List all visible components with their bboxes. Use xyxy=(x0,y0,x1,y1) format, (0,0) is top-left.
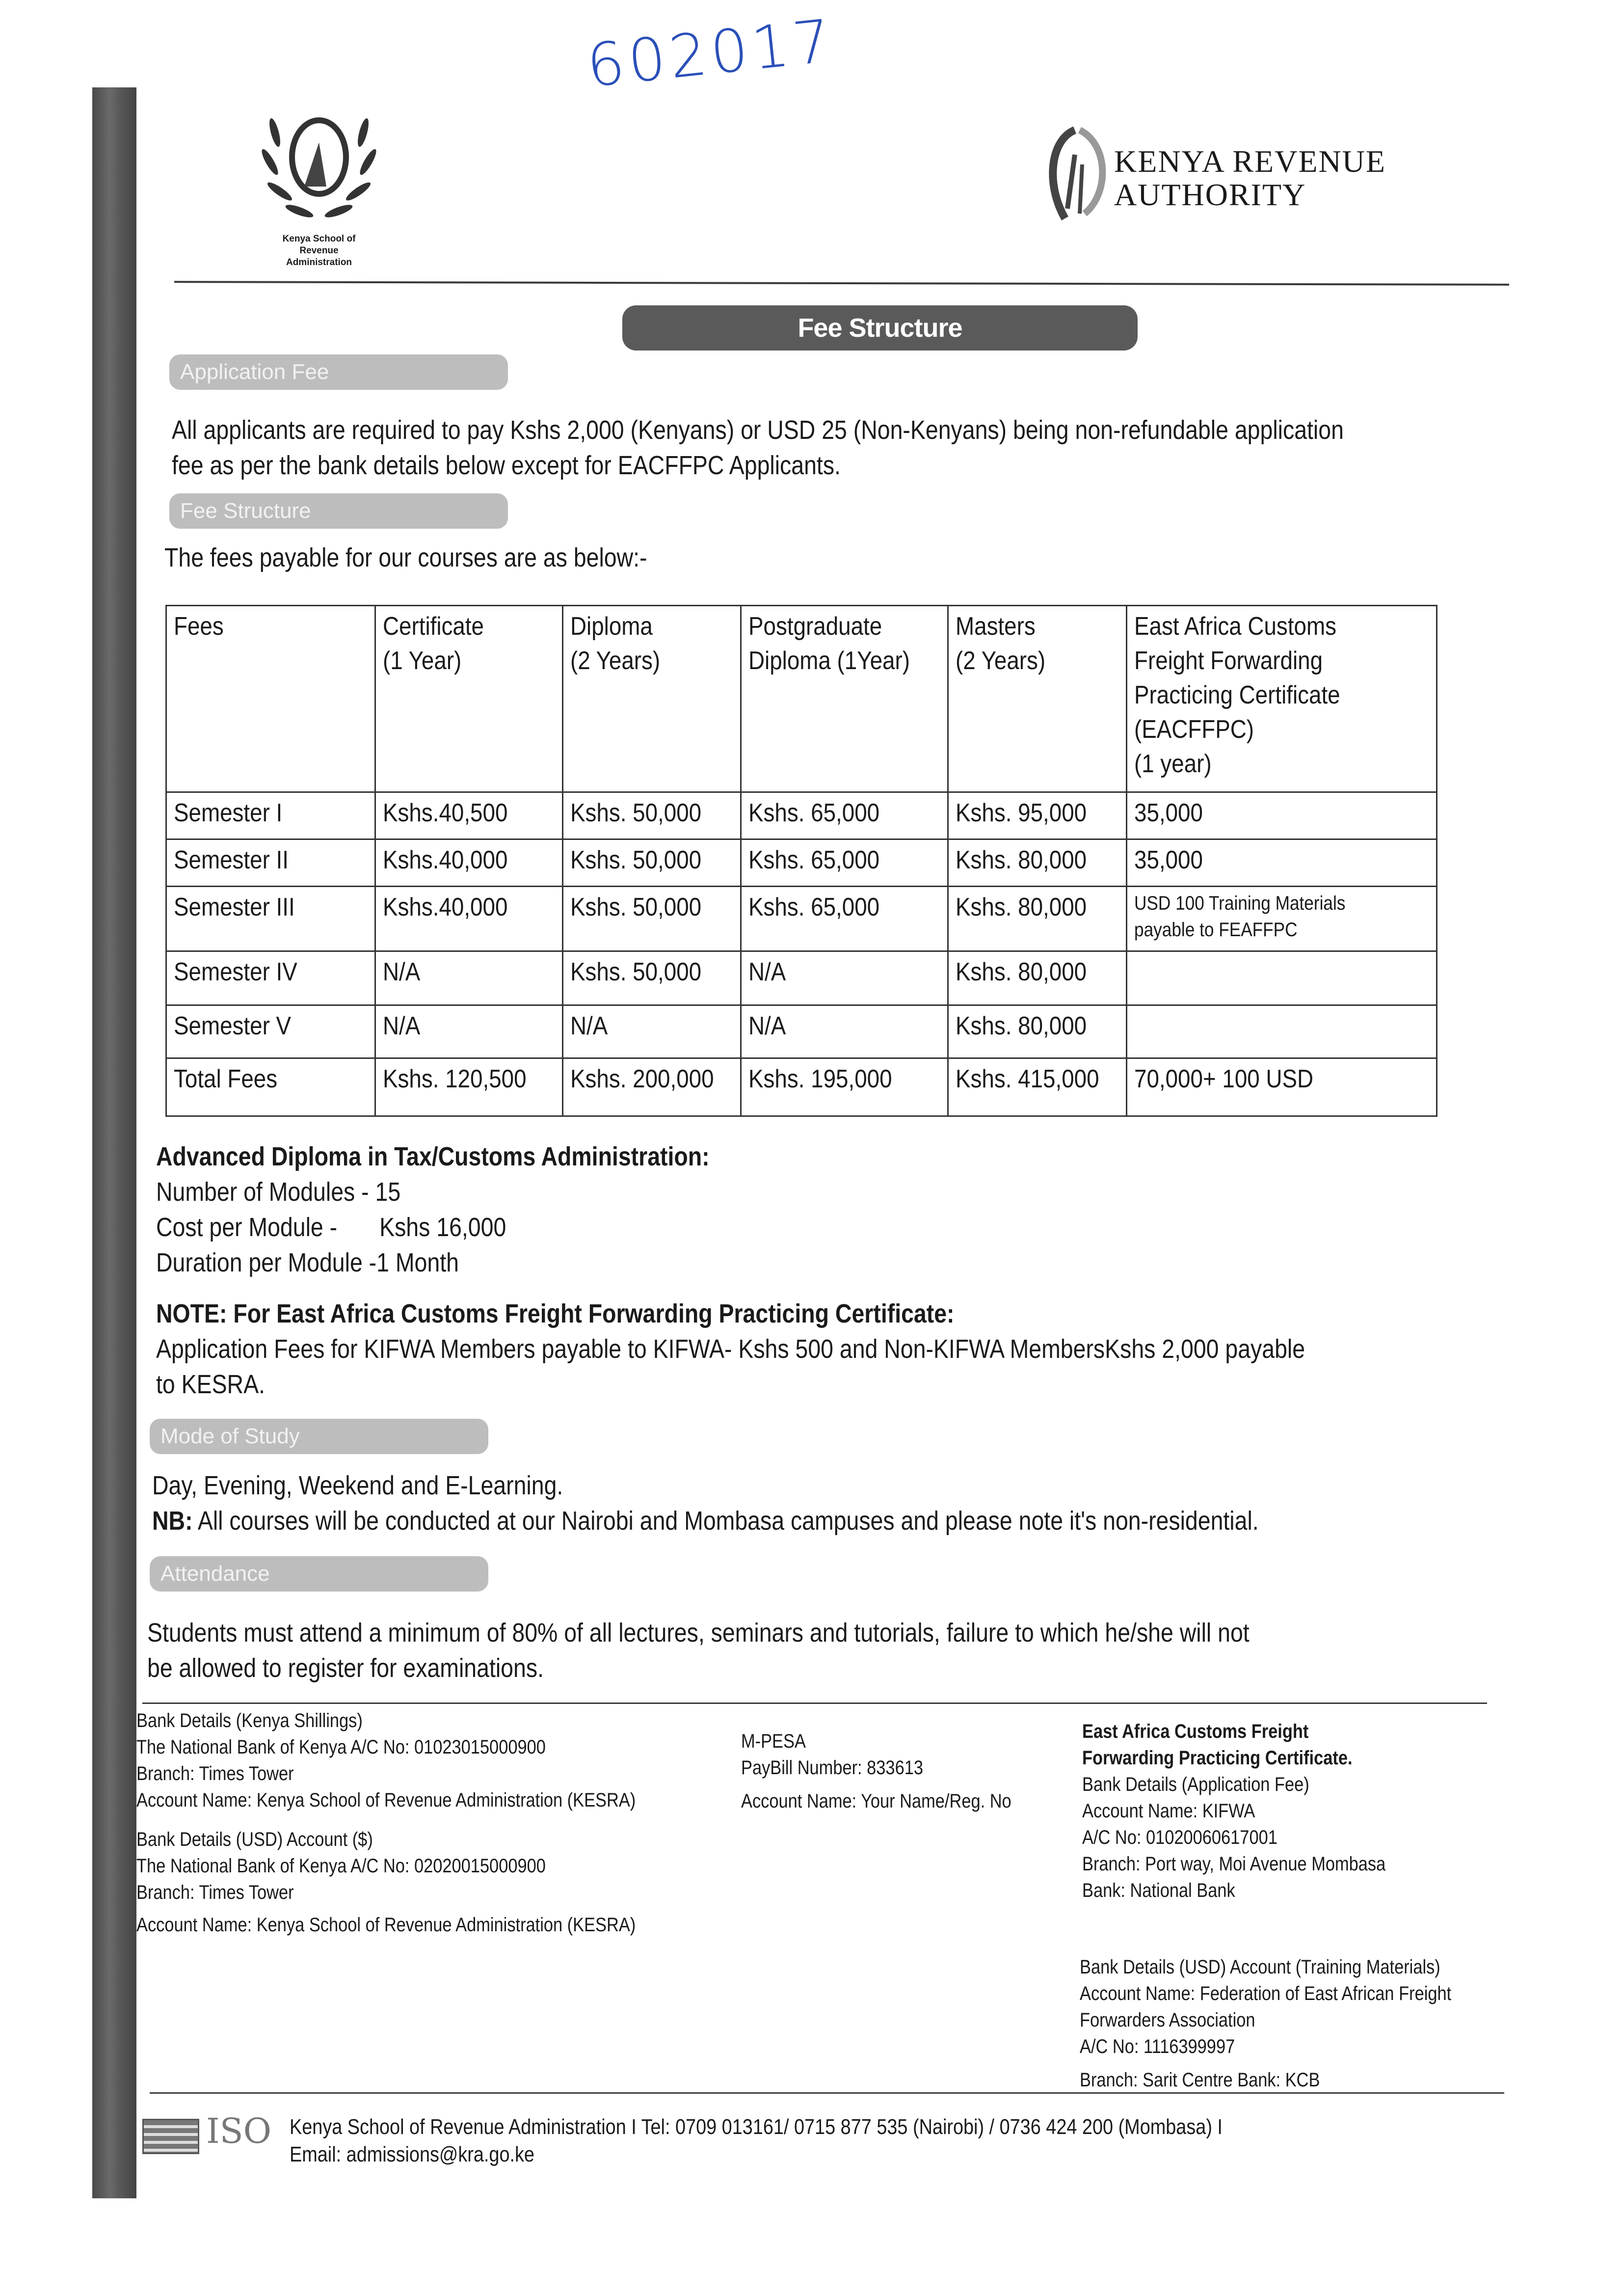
column-header-fees: Fees xyxy=(166,606,375,792)
kesra-logo-caption: Kenya School of Revenue Administration xyxy=(282,234,356,268)
iso-logo-text: ISO xyxy=(206,2111,271,2151)
bank-details-kes: Bank Details (Kenya Shillings) The National Bank of Kenya A/C No: 01023015000900 Branch: Times Tower Account Name: Kenya School of Revenue Administration (KESRA) xyxy=(136,1710,636,1811)
section-heading-application-fee: Application Fee xyxy=(169,354,508,390)
kra-wordmark: KENYA REVENUE AUTHORITY xyxy=(1114,144,1386,212)
fee-table xyxy=(165,605,1437,1117)
table-row: Semester V N/A N/A N/A Kshs. 80,000 xyxy=(166,1005,1437,1058)
eacffpc-training-materials-note: USD 100 Training Materials payable to FEAFFPC xyxy=(1126,887,1437,951)
mode-of-study-text: Day, Evening, Weekend and E-Learning. NB: All courses will be conducted at our Nairobi and Mombasa campuses and please note it's non-residential. xyxy=(152,1471,1259,1536)
handwritten-note: 602017 xyxy=(584,6,838,101)
table-row: Semester IV N/A Kshs. 50,000 N/A Kshs. 80,000 xyxy=(166,951,1437,1005)
column-header-postgraduate: Postgraduate Diploma (1Year) xyxy=(741,606,948,792)
table-row: Semester III Kshs.40,000 Kshs. 50,000 Kshs. 65,000 Kshs. 80,000 USD 100 Training Materials payable to FEAFFPC xyxy=(166,887,1437,951)
page-title: Fee Structure xyxy=(622,305,1138,351)
fee-structure-intro: The fees payable for our courses are as below:- xyxy=(164,543,647,572)
bank-divider xyxy=(142,1702,1487,1704)
laurel-lion-emblem-icon xyxy=(245,113,393,231)
eacffpc-bank-details: East Africa Customs Freight Forwarding Practicing Certificate. Bank Details (Application Fee) Account Name: KIFWA A/C No: 01020060617001 Branch: Port way, Moi Avenue Mombasa Bank: National Bank xyxy=(1082,1721,1386,1901)
eacffpc-note-heading: NOTE: For East Africa Customs Freight Forwarding Practicing Certificate: xyxy=(156,1299,955,1328)
application-fee-text: All applicants are required to pay Kshs 2,000 (Kenyans) or USD 25 (Non-Kenyans) being non-refundable application fee as per the bank details below except for EACFFPC Applicants. xyxy=(172,415,1344,480)
table-row-total: Total Fees Kshs. 120,500 Kshs. 200,000 Kshs. 195,000 Kshs. 415,000 70,000+ 100 USD xyxy=(166,1058,1437,1116)
number-of-modules: Number of Modules - 15 xyxy=(156,1177,401,1207)
column-header-certificate: Certificate (1 Year) xyxy=(375,606,562,792)
section-heading-attendance: Attendance xyxy=(150,1556,488,1592)
attendance-text: Students must attend a minimum of 80% of all lectures, seminars and tutorials, failure to which he/she will not be allowed to register for examinations. xyxy=(147,1618,1250,1683)
footer-email: Email: admissions@kra.go.ke xyxy=(290,2142,534,2166)
table-row: Semester II Kshs.40,000 Kshs. 50,000 Kshs. 65,000 Kshs. 80,000 35,000 xyxy=(166,839,1437,887)
eacffpc-usd-bank-details: Bank Details (USD) Account (Training Materials) Account Name: Federation of East African Freight Forwarders Association A/C No: 1116399997 Branch: Sarit Centre Bank: KCB xyxy=(1080,1956,1452,2091)
header-divider xyxy=(174,281,1509,286)
scan-edge-shadow xyxy=(92,87,136,2198)
bank-details-usd: Bank Details (USD) Account ($) The National Bank of Kenya A/C No: 02020015000900 Branch: Times Tower Account Name: Kenya School of Revenue Administration (KESRA) xyxy=(136,1829,636,1936)
column-header-masters: Masters (2 Years) xyxy=(948,606,1126,792)
footer-contact: Kenya School of Revenue Administration I Tel: 0709 013161/ 0715 877 535 (Nairobi) / 0736 424 200 (Mombasa) I Email: admissions@kra.go.ke xyxy=(290,2113,1223,2168)
table-header-row xyxy=(166,606,1437,792)
iso-logo-icon xyxy=(142,2119,199,2154)
advanced-diploma-block xyxy=(156,1139,710,1280)
column-header-diploma: Diploma (2 Years) xyxy=(562,606,741,792)
advanced-diploma-heading: Advanced Diploma in Tax/Customs Administration: xyxy=(156,1142,710,1171)
section-heading-fee-structure: Fee Structure xyxy=(169,493,508,529)
section-heading-mode-of-study: Mode of Study xyxy=(150,1419,488,1454)
duration-per-module: Duration per Module -1 Month xyxy=(156,1248,459,1277)
mpesa-details: M-PESA PayBill Number: 833613 Account Name: Your Name/Reg. No xyxy=(741,1730,1011,1812)
footer-divider xyxy=(150,2092,1504,2094)
column-header-eacffpc: East Africa Customs Freight Forwarding Practicing Certificate (EACFFPC) (1 year) xyxy=(1126,606,1437,792)
kra-lion-emblem-icon xyxy=(1045,125,1109,223)
kesra-logo xyxy=(231,113,407,268)
kra-logo xyxy=(1045,125,1472,228)
table-row: Semester I Kshs.40,500 Kshs. 50,000 Kshs. 65,000 Kshs. 95,000 35,000 xyxy=(166,792,1437,839)
cost-per-module: Cost per Module - Kshs 16,000 xyxy=(156,1213,506,1242)
eacffpc-note-block: NOTE: For East Africa Customs Freight Forwarding Practicing Certificate: Application Fees for KIFWA Members payable to KIFWA- Kshs 500 and Non-KIFWA MembersKshs 2,000 payable to KESRA. xyxy=(156,1296,1305,1402)
